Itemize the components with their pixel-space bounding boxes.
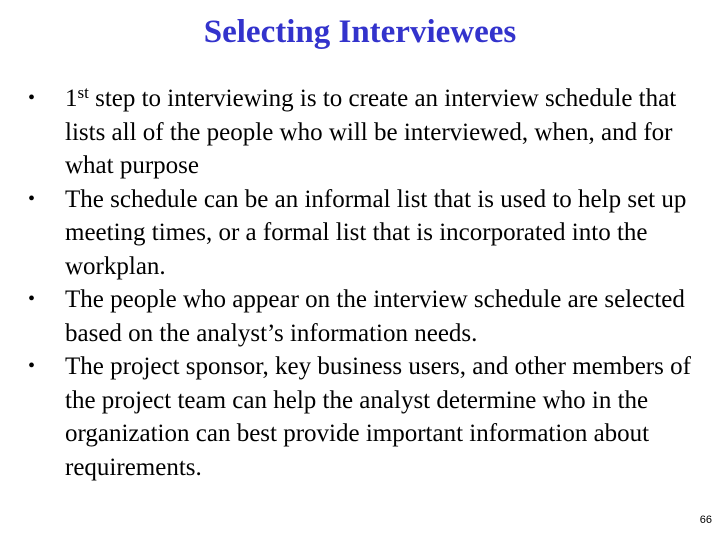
bullet-marker: • bbox=[28, 187, 36, 210]
bullet-text-1: step to interviewing is to create an interview schedule that lists all of the people who will be interviewed, when, and for what purpose bbox=[65, 85, 677, 179]
bullet-list bbox=[28, 82, 693, 484]
bullet-marker: • bbox=[28, 355, 36, 377]
bullet-marker: • bbox=[28, 87, 36, 109]
bullet-item-3 bbox=[28, 283, 693, 350]
bullet-item-2 bbox=[28, 183, 693, 284]
bullet-text-2: The schedule can be an informal list that is used to help set up meeting times, or a formal list that is incorporated into the workplan. bbox=[65, 185, 687, 280]
bullet-text-1-prefix: 1 bbox=[65, 85, 78, 112]
bullet-item-4 bbox=[28, 350, 693, 484]
bullet-marker: • bbox=[28, 288, 36, 310]
bullet-text-4: The project sponsor, key business users, and other members of the project team can help the analyst determine who in the organization can best provide important information about requirements. bbox=[65, 353, 691, 481]
slide-title: Selecting Interviewees bbox=[203, 14, 517, 50]
bullet-text-1-superscript: st bbox=[77, 83, 89, 102]
page-number: 66 bbox=[699, 514, 712, 526]
bullet-text-3: The people who appear on the interview schedule are selected based on the analyst’s information needs. bbox=[65, 286, 685, 347]
bullet-item-1 bbox=[28, 82, 693, 183]
